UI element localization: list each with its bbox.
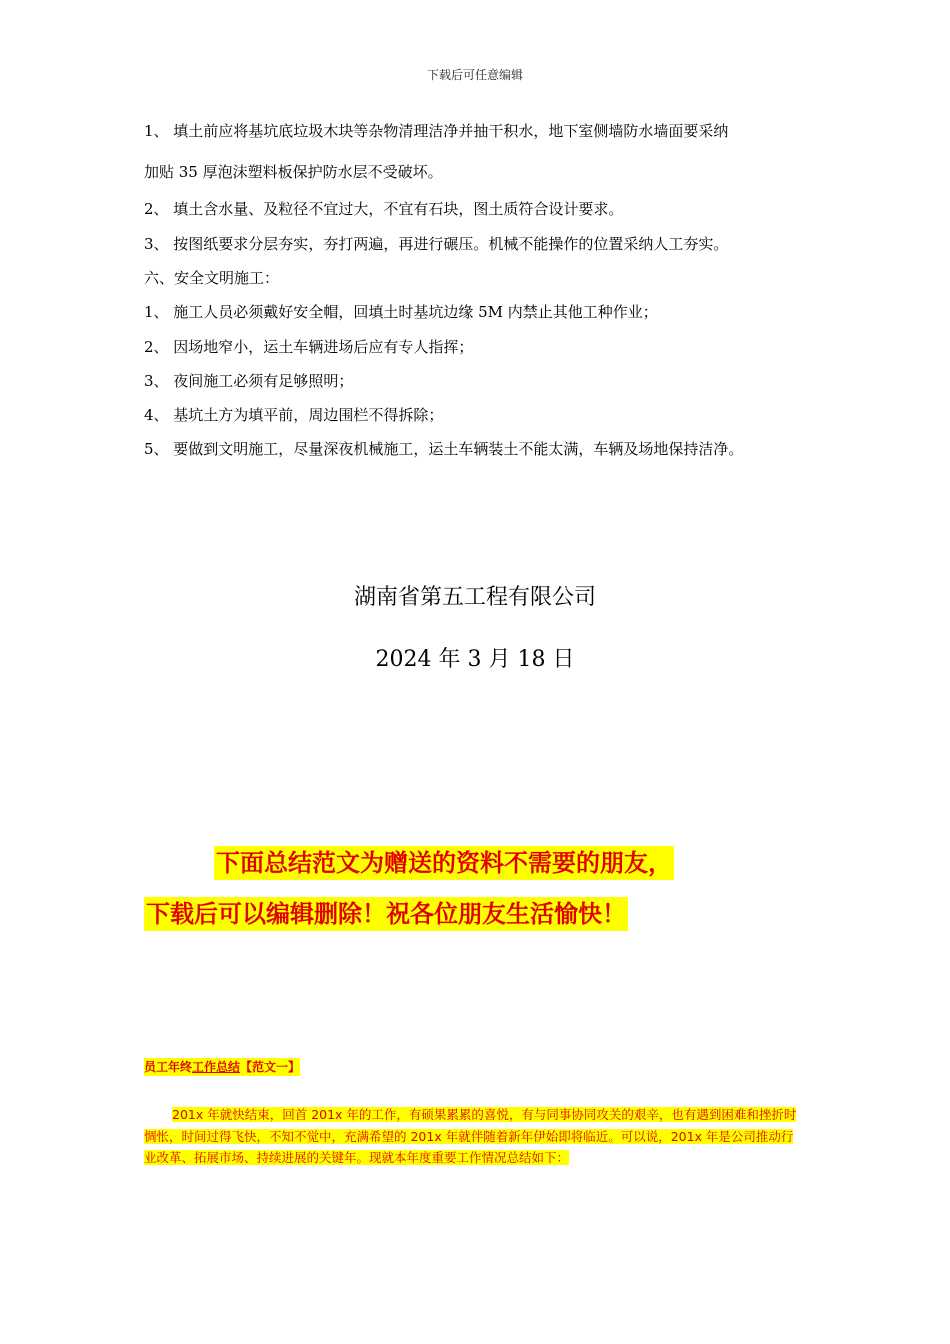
list-item: 5、 要做到文明施工，尽量深夜机械施工，运土车辆装土不能太满，车辆及场地保持洁净。 xyxy=(144,440,744,458)
essay-paragraph xyxy=(144,1104,802,1169)
list-item: 1、 施工人员必须戴好安全帽，回填土时基坑边缘 5M 内禁止其他工种作业； xyxy=(144,303,658,321)
essay-title-underlined: 工作总结 xyxy=(192,1060,241,1074)
promo-line-1: 下面总结范文为赠送的资料不需要的朋友， xyxy=(214,846,674,880)
list-item: 1、 填土前应将基坑底垃圾木块等杂物清理洁净并抽干积水，地下室侧墙防水墙面要采纳 xyxy=(144,122,729,140)
essay-title-prefix: 员工年终 xyxy=(144,1060,193,1074)
page-header: 下载后可任意编辑 xyxy=(426,68,523,82)
list-item: 3、 夜间施工必须有足够照明； xyxy=(144,372,354,390)
list-item: 4、 基坑土方为填平前，周边围栏不得拆除； xyxy=(144,406,444,424)
essay-title xyxy=(144,1058,300,1076)
company-name: 湖南省第五工程有限公司 xyxy=(353,585,596,610)
essay-title-suffix: 【范文一】 xyxy=(240,1060,301,1074)
list-item: 2、 因场地窄小，运土车辆进场后应有专人指挥； xyxy=(144,338,474,356)
section-heading: 六、安全文明施工： xyxy=(144,269,280,287)
list-item: 2、 填土含水量、及粒径不宜过大，不宜有石块，图土质符合设计要求。 xyxy=(144,200,624,218)
list-item: 加贴 35 厚泡沫塑料板保护防水层不受破坏。 xyxy=(144,163,443,181)
promo-line-2: 下载后可以编辑删除！祝各位朋友生活愉快！ xyxy=(144,897,628,931)
essay-text: 201x 年就快结束，回首 201x 年的工作，有硕果累累的喜悦，有与同事协同攻关的艰辛，也有遇到困难和挫折时惆怅，时间过得飞快，不知不觉中，充满希望的 201x 年就伴随着新年伊始即将临近。可以说，201x 年是公司推动行业改革、拓展市场、持续进展的关键年。现就本年度重要工作情况总结如下： xyxy=(144,1107,797,1165)
list-item: 3、 按图纸要求分层夯实，夯打两遍，再进行碾压。机械不能操作的位置采纳人工夯实。 xyxy=(144,235,729,253)
signature-date: 2024 年 3 月 18 日 xyxy=(375,647,575,672)
